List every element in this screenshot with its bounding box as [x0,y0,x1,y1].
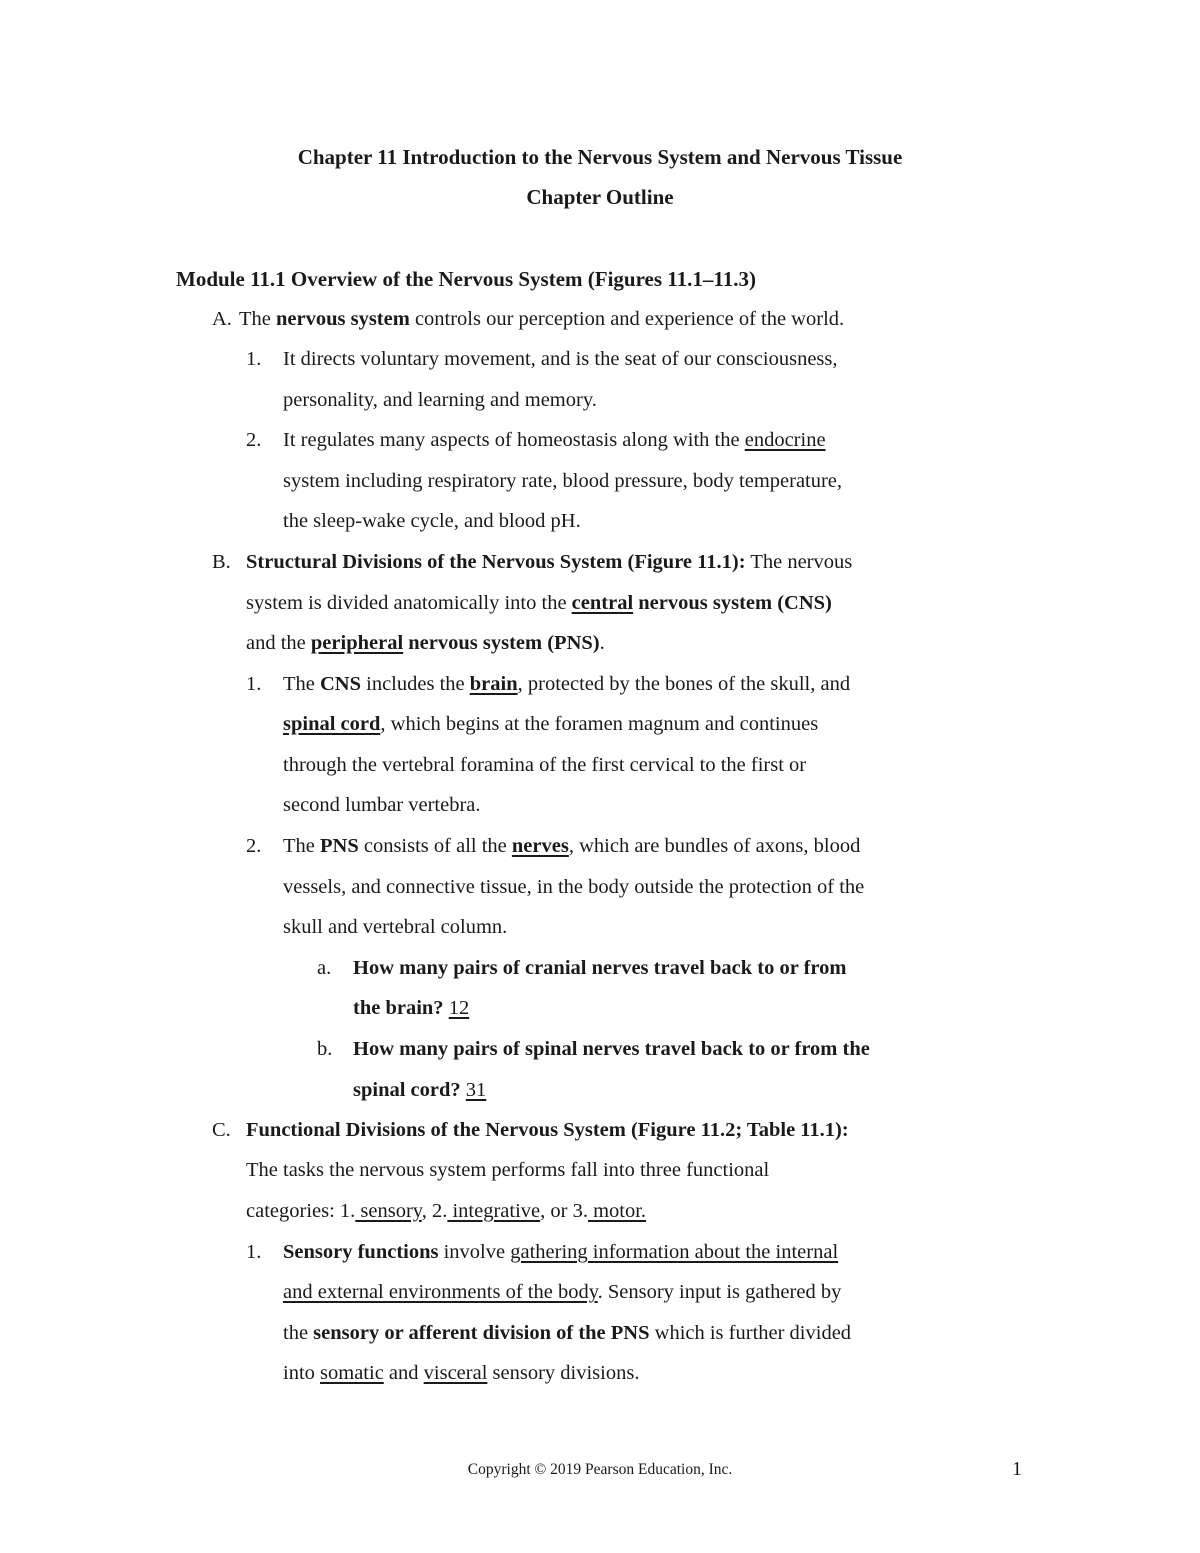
outline-marker: 2. [246,429,262,451]
text: sensory divisions. [487,1362,640,1384]
item-line: skull and vertebral column. [283,916,508,938]
item-line [283,1362,639,1385]
text: the [283,1322,314,1344]
question-line: How many pairs of cranial nerves travel back to or from [353,957,847,979]
answer-value: 31 [465,1079,487,1101]
outline-marker: a. [317,957,332,979]
item-line [283,713,818,736]
text: , which begins at the foramen magnum and continues [380,713,819,735]
section-a-line [239,308,844,331]
question-line [353,997,469,1020]
page-number: 1 [1012,1458,1022,1480]
term-sensory-functions: Sensory functions [283,1241,439,1263]
section-b-line [246,632,605,655]
text: . Sensory input is gathered by [597,1281,842,1303]
question-text: the brain? [353,997,444,1019]
term-pns-short: PNS [320,835,359,857]
text: categories: 1. [246,1200,356,1222]
text: , which are bundles of axons, blood [568,835,861,857]
term-nerves: nerves [511,835,569,857]
text: system is divided anatomically into the [246,592,572,614]
item-line: personality, and learning and memory. [283,389,597,411]
outline-marker: 1. [246,348,262,370]
section-c-line [246,1200,646,1223]
text: into [283,1362,321,1384]
item-line [283,673,850,696]
term-afferent-division: sensory or afferent division of the PNS [313,1322,650,1344]
text: consists of all the [358,835,512,857]
outline-marker: C. [212,1119,231,1141]
term-cns-short: CNS [320,673,362,695]
text: which is further divided [649,1322,852,1344]
text: The [283,673,320,695]
answer-visceral: visceral [423,1362,488,1384]
outline-marker: 1. [246,1241,262,1263]
text: , 2. [421,1200,448,1222]
term-nervous-system: nervous system [276,308,410,330]
item-line [283,429,826,452]
text: and [383,1362,424,1384]
item-line: system including respiratory rate, blood pressure, body temperature, [283,470,843,492]
answer-integrative: integrative [447,1200,541,1222]
item-line [283,835,860,858]
section-b-line [246,592,832,615]
question-line [353,1079,486,1102]
question-line: How many pairs of spinal nerves travel back to or from the [353,1038,870,1060]
text: , protected by the bones of the skull, and [517,673,851,695]
text: and the [246,632,311,654]
answer-text: and external environments of the body [283,1281,598,1303]
term-endocrine: endocrine [744,429,826,451]
text: It regulates many aspects of homeostasis along with the [283,429,745,451]
term-pns: nervous system (PNS) [403,632,600,654]
text: , or 3. [540,1200,588,1222]
item-line: vessels, and connective tissue, in the body outside the protection of the [283,876,865,898]
text: The [239,308,276,330]
term-brain: brain [469,673,518,695]
item-line [283,1322,851,1345]
outline-marker: B. [212,551,231,573]
answer-somatic: somatic [320,1362,384,1384]
answer-sensory: sensory [355,1200,422,1222]
text: The [283,835,320,857]
outline-marker: 1. [246,673,262,695]
question-text: spinal cord? [353,1079,461,1101]
term-spinal-cord: spinal cord [283,713,381,735]
text: involve [438,1241,511,1263]
heading-functional-divisions: Functional Divisions of the Nervous System (Figure 11.2; Table 11.1): [246,1119,849,1141]
item-line [283,1241,838,1264]
item-line: It directs voluntary movement, and is the seat of our consciousness, [283,348,838,370]
item-line [283,1281,841,1304]
chapter-title: Chapter 11 Introduction to the Nervous System and Nervous Tissue [297,145,903,169]
term-cns: nervous system (CNS) [633,592,832,614]
outline-marker: A. [212,308,232,330]
text: includes the [361,673,470,695]
term-peripheral: peripheral [310,632,404,654]
text: . [599,632,605,654]
item-line: the sleep-wake cycle, and blood pH. [283,510,581,532]
answer-value: 12 [448,997,470,1019]
outline-marker: b. [317,1038,333,1060]
answer-text: gathering information about the internal [510,1241,839,1263]
text: The nervous [745,551,853,573]
item-line: through the vertebral foramina of the first cervical to the first or [283,754,807,776]
copyright-footer: Copyright © 2019 Pearson Education, Inc. [467,1461,733,1478]
outline-marker: 2. [246,835,262,857]
text: controls our perception and experience of the world. [409,308,845,330]
module-heading: Module 11.1 Overview of the Nervous System (Figures 11.1–11.3) [176,267,756,291]
section-b-line [246,551,852,574]
chapter-subtitle: Chapter Outline [526,185,674,209]
section-c-line: The tasks the nervous system performs fall into three functional [246,1159,770,1181]
answer-motor: motor. [587,1200,647,1222]
heading-structural-divisions: Structural Divisions of the Nervous System (Figure 11.1): [246,551,746,573]
item-line: second lumbar vertebra. [283,794,481,816]
term-central: central [571,592,634,614]
